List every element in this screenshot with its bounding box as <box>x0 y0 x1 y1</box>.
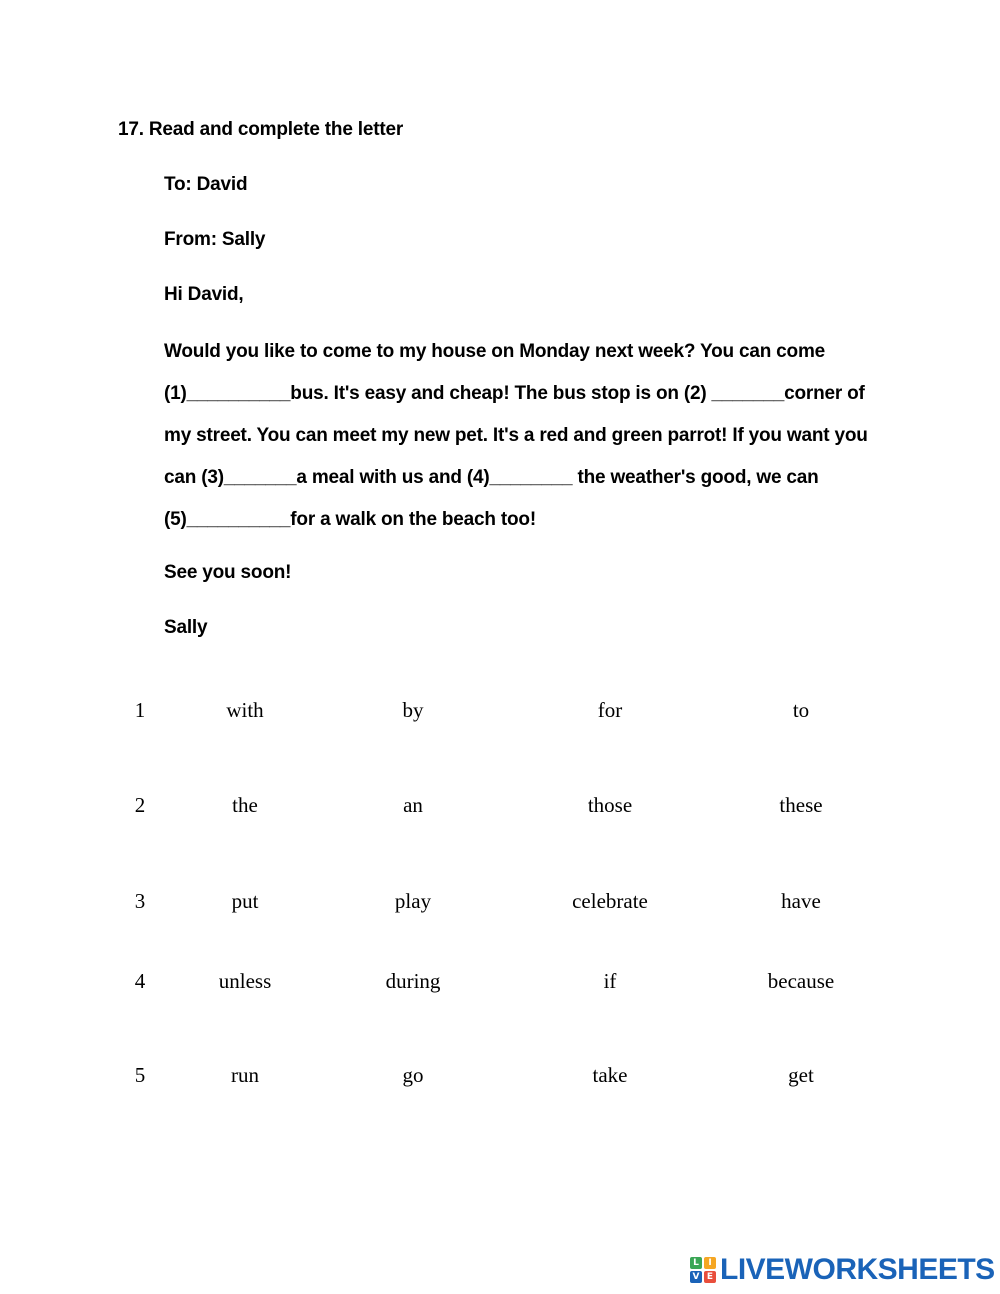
option-choice[interactable]: put <box>231 889 259 913</box>
letter-body <box>164 331 876 541</box>
option-number: 1 <box>134 698 146 722</box>
body-text: a meal with us and (4) <box>296 467 490 488</box>
option-number: 4 <box>134 969 146 993</box>
body-text: Would you like to come to my house on Monday next week? You can come (1) <box>164 341 831 404</box>
option-choice[interactable]: to <box>792 698 810 722</box>
body-text: for a walk on the beach too! <box>290 509 536 530</box>
blank-1[interactable]: __________ <box>186 383 291 404</box>
option-choice[interactable]: play <box>394 889 432 913</box>
option-choice[interactable]: these <box>779 793 823 817</box>
options-row <box>0 1063 1000 1093</box>
body-text: the weather's good, we can (5) <box>164 467 824 530</box>
option-number: 5 <box>134 1063 146 1087</box>
options-row <box>0 969 1000 999</box>
logo-mark-tile: V <box>690 1271 702 1283</box>
logo-text: LIVEWORKSHEETS <box>720 1253 995 1286</box>
option-choice[interactable]: get <box>788 1063 814 1087</box>
logo-mark-tile: I <box>704 1257 716 1269</box>
option-choice[interactable]: those <box>587 793 633 817</box>
option-choice[interactable]: an <box>403 793 423 817</box>
blank-4[interactable]: ________ <box>489 467 573 488</box>
option-choice[interactable]: have <box>781 889 821 913</box>
option-choice[interactable]: by <box>402 698 424 722</box>
options-row <box>0 698 1000 728</box>
letter-greeting: Hi David, <box>164 284 244 305</box>
letter-to: To: David <box>164 174 248 195</box>
option-choice[interactable]: because <box>767 969 835 993</box>
logo-mark-tile: L <box>690 1257 702 1269</box>
option-choice[interactable]: the <box>232 793 258 817</box>
blank-3[interactable]: _______ <box>223 467 297 488</box>
letter-signature: Sally <box>164 617 208 638</box>
liveworksheets-logo <box>690 1252 995 1288</box>
logo-mark-icon <box>690 1257 716 1283</box>
letter-from: From: Sally <box>164 229 266 250</box>
options-row <box>0 889 1000 919</box>
option-number: 3 <box>134 889 146 913</box>
blank-2[interactable]: _______ <box>711 383 785 404</box>
exercise-title: 17. Read and complete the letter <box>118 119 404 140</box>
option-choice[interactable]: take <box>592 1063 628 1087</box>
option-choice[interactable]: if <box>603 969 617 993</box>
option-choice[interactable]: for <box>597 698 623 722</box>
body-text: corner of my street. You can meet my new pet. It's a red and green parrot! If you want you can (3) <box>164 383 873 488</box>
option-choice[interactable]: go <box>402 1063 424 1087</box>
option-number: 2 <box>134 793 146 817</box>
option-choice[interactable]: celebrate <box>572 889 648 913</box>
body-text: bus. It's easy and cheap! The bus stop is on (2) <box>290 383 712 404</box>
option-choice[interactable]: with <box>226 698 264 722</box>
letter-closing: See you soon! <box>164 562 292 583</box>
blank-5[interactable]: __________ <box>186 509 291 530</box>
option-choice[interactable]: run <box>231 1063 259 1087</box>
option-choice[interactable]: unless <box>218 969 272 993</box>
option-choice[interactable]: during <box>385 969 441 993</box>
options-row <box>0 793 1000 823</box>
logo-mark-tile: E <box>704 1271 716 1283</box>
